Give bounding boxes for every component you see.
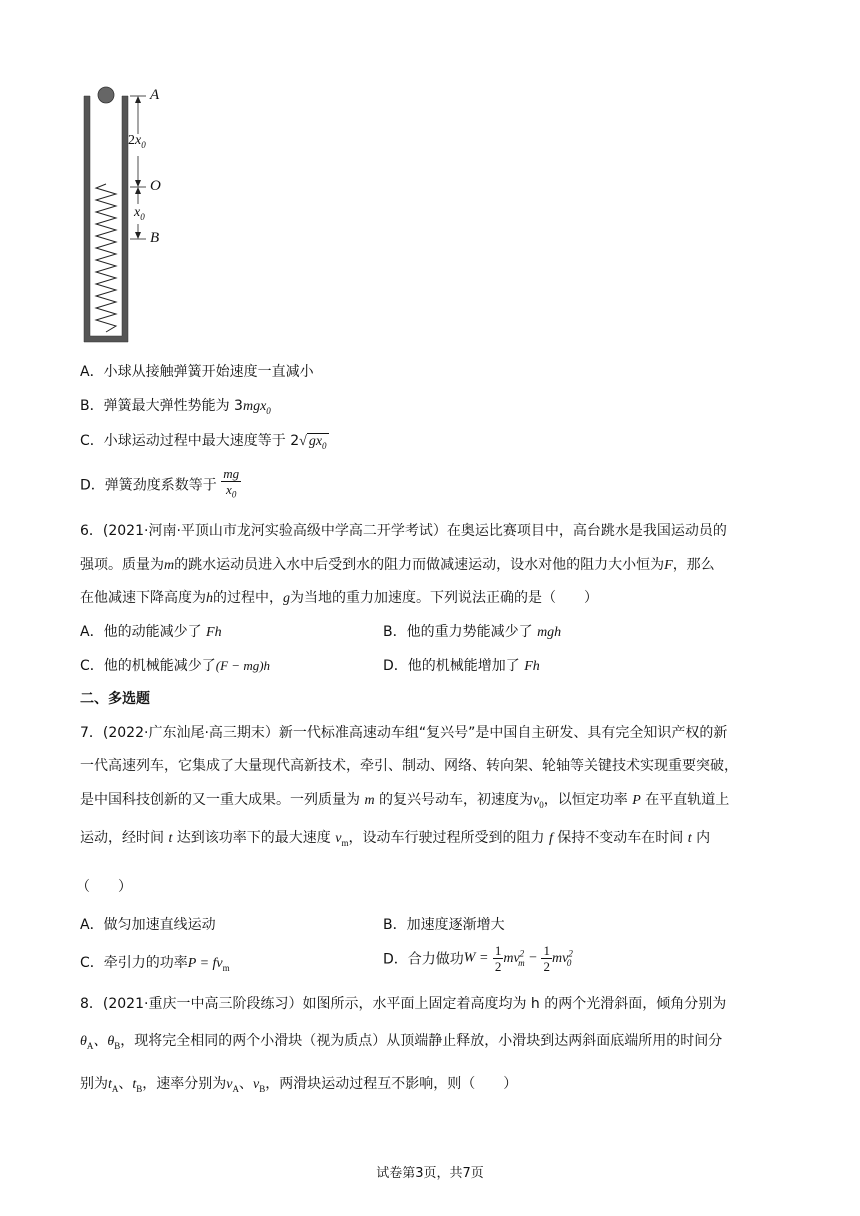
label-O: O (150, 178, 161, 194)
q7-option-C: C．牵引力的功率$P = fv_m$ (80, 955, 230, 973)
q6-stem-line2: 强项。质量为m的跳水运动员进入水中后受到水的阻力而做减速运动，设水对他的阻力大小恒为F，那么 (80, 557, 715, 573)
q6-stem-line1: 6．(2021·河南·平顶山市龙河实验高级中学高二开学考试）在奥运比赛项目中，高台跳水是我国运动员的 (80, 523, 727, 539)
spring (96, 184, 116, 332)
ball (98, 87, 114, 103)
q7-option-B: B．加速度逐渐增大 (383, 917, 505, 933)
q8-stem-line3: 别为$t_A$、$t_B$，速率分别为$v_A$、$v_B$，两滑块运动过程互不影响，则（ ） (80, 1076, 518, 1094)
q7-option-A: A．做匀加速直线运动 (80, 917, 216, 933)
label-A: A (150, 87, 160, 103)
q7-option-D: D．合力做功W = $\frac{1}{2}$ $mv^2_m$ − $\frac{1}{2}$ $mv^2_0$ (383, 943, 573, 974)
q6-option-D: D．他的机械能增加了 Fh (383, 658, 540, 674)
page-footer: 试卷第3页，共7页 (376, 1166, 484, 1181)
q6-option-A: A．他的动能减少了 Fh (80, 624, 222, 640)
label-x0: $x_0$ (134, 205, 145, 222)
q5-option-B: B．弹簧最大弹性势能为 3mgx$_0$ (80, 398, 271, 416)
q7-stem-line3: 是中国科技创新的又一重大成果。一列质量为 m 的复兴号动车，初速度为$v_0$，以恒定功率 P 在平直轨道上 (80, 792, 730, 810)
label-2x0: $2x_0$ (128, 133, 146, 150)
q5-option-C: C．小球运动过程中最大速度等于 2√ $gx_0$ (80, 433, 327, 451)
label-B: B (150, 230, 160, 246)
q6-option-C: C．他的机械能减少了(F − mg)h (80, 658, 271, 674)
q6-option-B: B．他的重力势能减少了 mgh (383, 624, 562, 640)
q6-stem-line3: 在他减速下降高度为h的过程中，g为当地的重力加速度。下列说法正确的是（ ） (80, 590, 598, 606)
q5-option-A: A．小球从接触弹簧开始速度一直减小 (80, 364, 314, 380)
q5-option-D: D．弹簧劲度系数等于 $\frac{mg}{x_0}$ (80, 466, 240, 500)
q8-stem-line1: 8．(2021·重庆一中高三阶段练习）如图所示，水平面上固定着高度均为 h 的两个光滑斜面，倾角分别为 (80, 996, 727, 1012)
spring-tube-figure (80, 84, 180, 350)
q8-stem-line2: $\theta_A$、$\theta_B$，现将完全相同的两个小滑块（视为质点）从顶端静止释放，小滑块到达两斜面底端所用的时间分 (80, 1033, 723, 1051)
section-heading: 二、多选题 (80, 691, 150, 707)
q7-stem-line1: 7．(2022·广东汕尾·高三期末）新一代标准高速动车组“复兴号”是中国自主研发、具有完全知识产权的新 (80, 725, 728, 741)
q7-stem-line2: 一代高速列车，它集成了大量现代高新技术，牵引、制动、网络、转向架、轮轴等关键技术实现重要突破， (80, 758, 738, 774)
q7-answer-paren: （ ） (76, 879, 132, 895)
q7-stem-line4: 运动，经时间 t 达到该功率下的最大速度 $v_m$，设动车行驶过程所受到的阻力 f 保持不变动车在时间 t 内 (80, 830, 711, 848)
